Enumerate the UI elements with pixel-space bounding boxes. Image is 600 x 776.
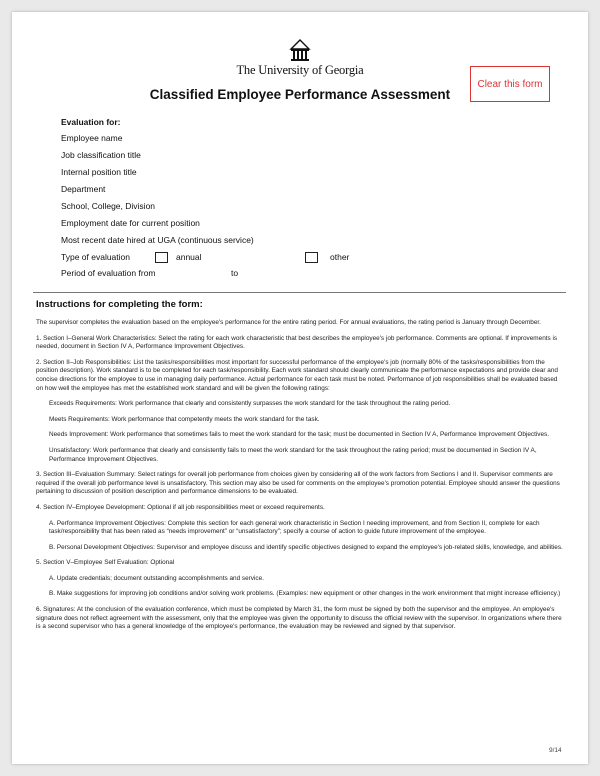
instruction-paragraph: 2. Section II–Job Responsibilities: List the tasks/responsibilities most important for successful performance of the employee's job (normally 80% of the tasks/responsibilities from the position description). Work standard is to be completed for each task/responsibility. Each work standard should clearly communicate the performance expectations and provide clear and concise directions for the employee to use in managing daily performance. Actual performance for each task must be noted. Performance of job responsibilities shall be evaluated based on how well the employee has met the established work standard and will be given the following ratings:	[36, 358, 558, 392]
instruction-paragraph: Exceeds Requirements: Work performance that clearly and consistently surpasses the work standard for the task throughout the rating period.	[49, 400, 451, 408]
university-name: The University of Georgia	[236, 63, 364, 77]
employment-date-field[interactable]: Employment date for current position	[61, 218, 200, 228]
instruction-paragraph: B. Personal Development Objectives: Supervisor and employee discuss and identify specific objectives designed to expand the employee's job-related skills, knowledge, and abilities.	[49, 543, 563, 551]
instruction-paragraph: A. Performance Improvement Objectives: Complete this section for each general work characteristic in Section I needing improvement, and from Section II, complete for each task/responsibility that has been rated as “needs improvement” or “unsatisfactory”; specify a course of action to guide future improvement of the employee.	[49, 519, 540, 536]
job-classification-field[interactable]: Job classification title	[61, 150, 141, 160]
instruction-paragraph: A. Update credentials; document outstanding accomplishments and service.	[49, 574, 264, 582]
annual-checkbox[interactable]	[155, 252, 168, 263]
instruction-paragraph: 5. Section V–Employee Self Evaluation: Optional	[36, 559, 175, 567]
period-from-label: Period of evaluation from	[61, 268, 156, 278]
department-field[interactable]: Department	[61, 184, 106, 194]
type-of-evaluation-label: Type of evaluation	[61, 252, 130, 262]
instruction-paragraph: B. Make suggestions for improving job conditions and/or solving work problems. (Examples: new equipment or other changes in the work environment that might increase efficiency.)	[49, 590, 561, 598]
period-to-label: to	[231, 268, 239, 278]
annual-label: annual	[176, 252, 202, 262]
section-divider	[33, 292, 566, 293]
instruction-paragraph: 6. Signatures: At the conclusion of the evaluation conference, which must be completed by March 31, the form must be signed by both the supervisor and the employee. An employee's signature does not reflect agreement with the assessment, only that the employee was given the opportunity to discuss the official review with the supervisor. In organizations where there is a second supervisor who has a general knowledge of the employee's performance, the evaluation may be reviewed and signed by that supervisor.	[36, 606, 562, 631]
employee-name-field[interactable]: Employee name	[61, 133, 123, 143]
instruction-paragraph: 3. Section III–Evaluation Summary: Select ratings for overall job performance from choices given by considering all of the work factors from Sections I and II. Supervisor comments are required if the overall job performance level is unsatisfactory. This section may also be used for comments on the employee's promotion potential. Employee should answer the questions pertaining to discussion of position description and performance dimensions to be evaluated.	[36, 471, 560, 496]
other-checkbox[interactable]	[305, 252, 318, 263]
school-college-field[interactable]: School, College, Division	[61, 201, 156, 211]
instruction-paragraph: Unsatisfactory: Work performance that clearly and consistently fails to meet the work standard for the task throughout the rating period; must be documented in Section IV A, Performance Improvement Objectives.	[49, 446, 537, 463]
instructions-heading: Instructions for completing the form:	[36, 299, 203, 310]
page-number: 9/14	[549, 747, 562, 754]
instruction-paragraph: Meets Requirements: Work performance that competently meets the work standard for the task.	[49, 415, 320, 423]
instruction-paragraph: 4. Section IV–Employee Development: Optional if all job responsibilities meet or exceed requirements.	[36, 503, 325, 511]
other-label: other	[330, 252, 350, 262]
clear-form-button[interactable]: Clear this form	[470, 66, 550, 102]
arch-icon	[289, 38, 311, 62]
instruction-paragraph: Needs Improvement: Work performance that sometimes fails to meet the work standard for the task; must be documented in Section IV A, Performance Improvement Objectives.	[49, 431, 549, 439]
date-hired-field[interactable]: Most recent date hired at UGA (continuous service)	[61, 235, 254, 245]
evaluation-heading: Evaluation for:	[61, 117, 121, 127]
document-page	[12, 12, 588, 764]
instruction-paragraph: The supervisor completes the evaluation based on the employee's performance for the entire rating period. For annual evaluations, the rating period is January through December.	[36, 319, 541, 326]
instructions-body	[36, 319, 564, 639]
instruction-paragraph: 1. Section I–General Work Characteristics: Select the rating for each work characteristic that best describes the employee's job performance. Comments are optional. If improvements is needed, document in Section IV A, Performance Improvement Objectives.	[36, 334, 558, 351]
internal-position-field[interactable]: Internal position title	[61, 167, 137, 177]
form-title: Classified Employee Performance Assessment	[149, 87, 451, 102]
